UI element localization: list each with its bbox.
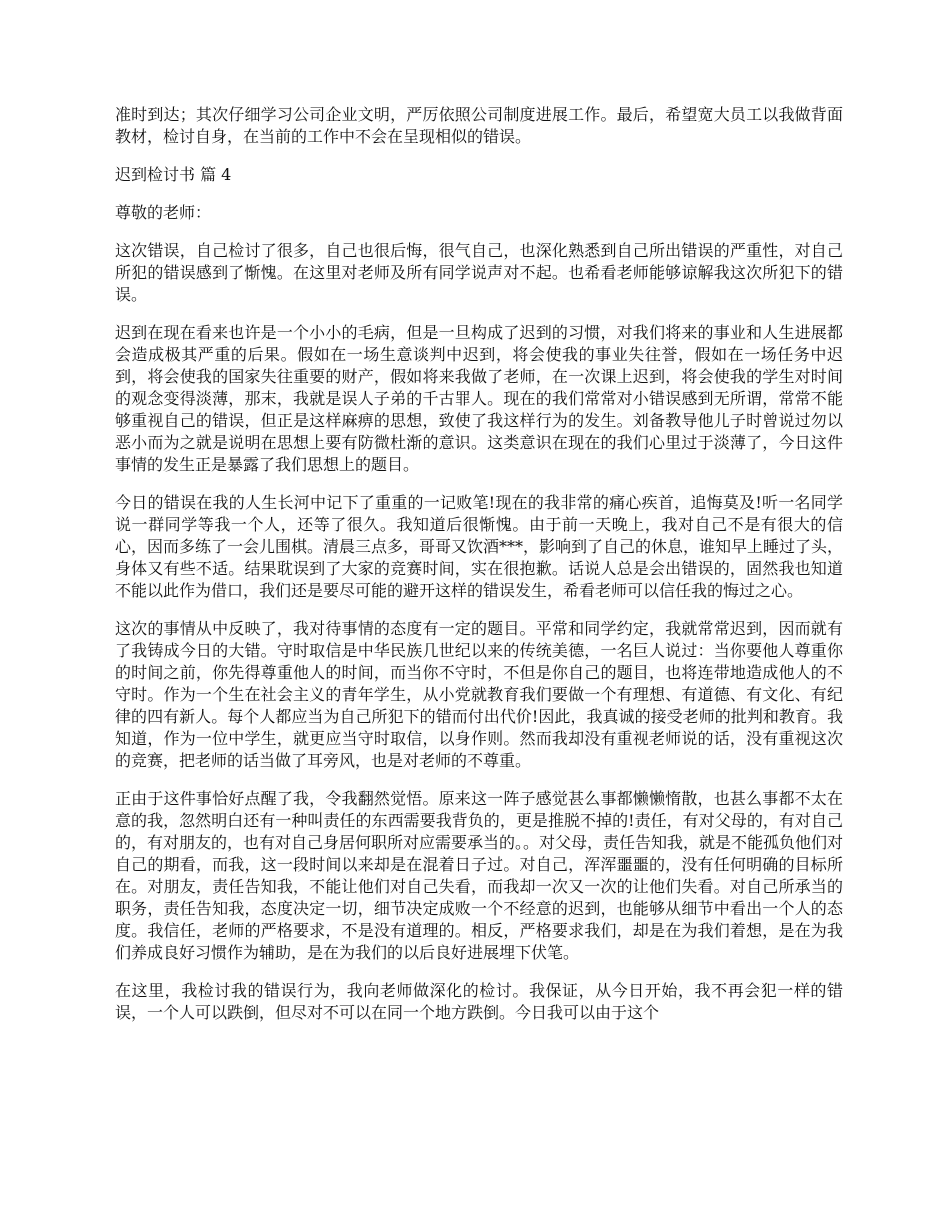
- body-paragraph-1: 这次错误，自己检讨了很多，自己也很后悔，很气自己，也深化熟悉到自己所出错误的严重性，对自己所犯的错误感到了惭愧。在这里对老师及所有同学说声对不起。也希看老师能够谅解我这次所犯下的错误。: [115, 241, 843, 304]
- body-paragraph-6: 在这里，我检讨我的错误行为，我向老师做深化的检讨。我保证，从今日开始，我不再会犯一样的错误，一个人可以跌倒，但尽对不可以在同一个地方跌倒。今日我可以由于这个: [115, 981, 843, 1022]
- intro-paragraph: 准时到达；其次仔细学习公司企业文明，严厉依照公司制度进展工作。最后，希望宽大员工以我做背面教材，检讨自身，在当前的工作中不会在呈现相似的错误。: [115, 105, 843, 146]
- salutation: 尊敬的老师：: [115, 203, 212, 222]
- body-paragraph-3: 今日的错误在我的人生长河中记下了重重的一记败笔!现在的我非常的痛心疾首，追悔莫及!听一名同学说一群同学等我一个人，还等了很久。我知道后很惭愧。由于前一天晚上，我对自己不是有很大的信心，因而多练了一会儿围棋。清晨三点多，哥哥又饮酒***，影响到了自己的休息，谁知早上睡过了头，身体又有些不适。结果耽误到了大家的竞赛时间，实在很抱歉。话说人总是会出错误的，固然我也知道不能以此作为借口，我们还是要尽可能的避开这样的错误发生，希看老师可以信任我的悔过之心。: [115, 493, 844, 600]
- body-paragraph-4: 这次的事情从中反映了，我对待事情的态度有一定的题目。平常和同学约定，我就常常迟到，因而就有了我铸成今日的大错。守时取信是中华民族几世纪以来的传统美德，一名巨人说过：当你要他人尊重你的时间之前，你先得尊重他人的时间，而当你不守时，不但是你自己的题目，也将连带地造成他人的不守时。作为一个生在社会主义的青年学生，从小党就教育我们要做一个有理想、有道德、有文化、有纪律的四有新人。每个人都应当为自己所犯下的错而付出代价!因此，我真诚的接受老师的批判和教育。我知道，作为一位中学生，就更应当守时取信，以身作则。然而我却没有重视老师说的话，没有重视这次的竞赛，把老师的话当做了耳旁风，也是对老师的不尊重。: [115, 619, 843, 770]
- section-title: 迟到检讨书 篇 4: [115, 165, 232, 184]
- body-paragraph-2: 迟到在现在看来也许是一个小小的毛病，但是一旦构成了迟到的习惯，对我们将来的事业和人生进展都会造成极其严重的后果。假如在一场生意谈判中迟到，将会使我的事业失往誉，假如在一场任务中迟到，将会使我的国家失往重要的财产，假如将来我做了老师，在一次课上迟到，将会使我的学生对时间的观念变得淡薄，那末，我就是误人子弟的千古罪人。现在的我们常常对小错误感到无所谓，常常不能够重视自己的错误，但正是这样麻痹的思想，致使了我这样行为的发生。刘备教导他儿子时曾说过勿以恶小而为之就是说明在思想上要有防微杜渐的意识。这类意识在现在的我们心里过于淡薄了，今日这件事情的发生正是暴露了我们思想上的题目。: [115, 323, 843, 474]
- body-paragraph-5: 正由于这件事恰好点醒了我，令我翻然觉悟。原来这一阵子感觉甚么事都懒懒惰散，也甚么事都不太在意的我，忽然明白还有一种叫责任的东西需要我背负的，更是推脱不掉的!责任，有对父母的，有对自己的，有对朋友的，也有对自己身居何职所对应需要承当的。。对父母，责任告知我，就是不能孤负他们对自己的期看，而我，这一段时间以来却是在混着日子过。对自己，浑浑噩噩的，没有任何明确的目标所在。对朋友，责任告知我，不能让他们对自己失看，而我却一次又一次的让他们失看。对自己所承当的职务，责任告知我，态度决定一切，细节决定成败一个不经意的迟到，也能够从细节中看出一个人的态度。我信任，老师的严格要求，不是没有道理的。相反，严格要求我们，却是在为我们着想，是在为我们养成良好习惯作为辅助，是在为我们的以后良好进展埋下伏笔。: [115, 789, 844, 962]
- document-page: [115, 104, 843, 1040]
